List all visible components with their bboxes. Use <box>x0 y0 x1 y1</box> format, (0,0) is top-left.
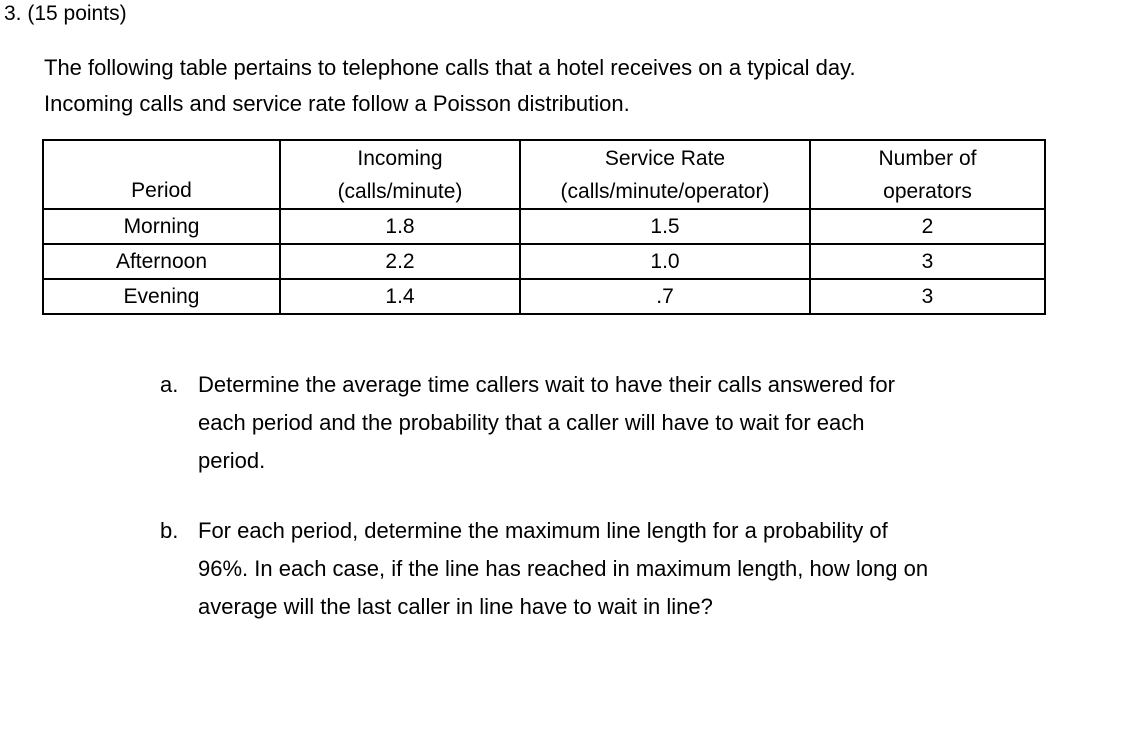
cell-period: Morning <box>43 209 280 244</box>
cell-operators: 3 <box>810 279 1045 314</box>
part-a-line-2: each period and the probability that a caller will have to wait for each <box>198 410 865 435</box>
part-b-line-2: 96%. In each case, if the line has reached in maximum length, how long on <box>198 556 929 581</box>
cell-incoming: 1.4 <box>280 279 520 314</box>
table-row <box>43 279 1045 314</box>
part-b-line-1: For each period, determine the maximum line length for a probability of <box>198 518 888 543</box>
part-a-line-3: period. <box>198 448 266 473</box>
table-row <box>43 244 1045 279</box>
header-incoming: Incoming (calls/minute) <box>280 140 520 209</box>
part-a-line-1: Determine the average time callers wait to have their calls answered for <box>198 372 895 397</box>
table-header-row <box>43 140 1045 209</box>
intro-line-2: Incoming calls and service rate follow a Poisson distribution. <box>44 91 630 116</box>
cell-operators: 3 <box>810 244 1045 279</box>
cell-incoming: 2.2 <box>280 244 520 279</box>
intro-line-1: The following table pertains to telephone calls that a hotel receives on a typical day. <box>44 55 856 80</box>
cell-incoming: 1.8 <box>280 209 520 244</box>
header-service-rate: Service Rate (calls/minute/operator) <box>520 140 810 209</box>
cell-service-rate: .7 <box>520 279 810 314</box>
header-period: Period <box>43 140 280 209</box>
cell-period: Evening <box>43 279 280 314</box>
intro-text <box>44 50 856 122</box>
cell-period: Afternoon <box>43 244 280 279</box>
header-operators: Number of operators <box>810 140 1045 209</box>
cell-service-rate: 1.0 <box>520 244 810 279</box>
cell-service-rate: 1.5 <box>520 209 810 244</box>
call-data-table <box>42 139 1046 315</box>
part-a-letter: a. <box>160 372 179 397</box>
part-a <box>160 366 895 480</box>
part-b-line-3: average will the last caller in line have to wait in line? <box>198 594 713 619</box>
cell-operators: 2 <box>810 209 1045 244</box>
part-b-letter: b. <box>160 518 179 543</box>
question-header: 3. (15 points) <box>4 2 127 25</box>
table-row <box>43 209 1045 244</box>
part-b <box>160 512 928 626</box>
